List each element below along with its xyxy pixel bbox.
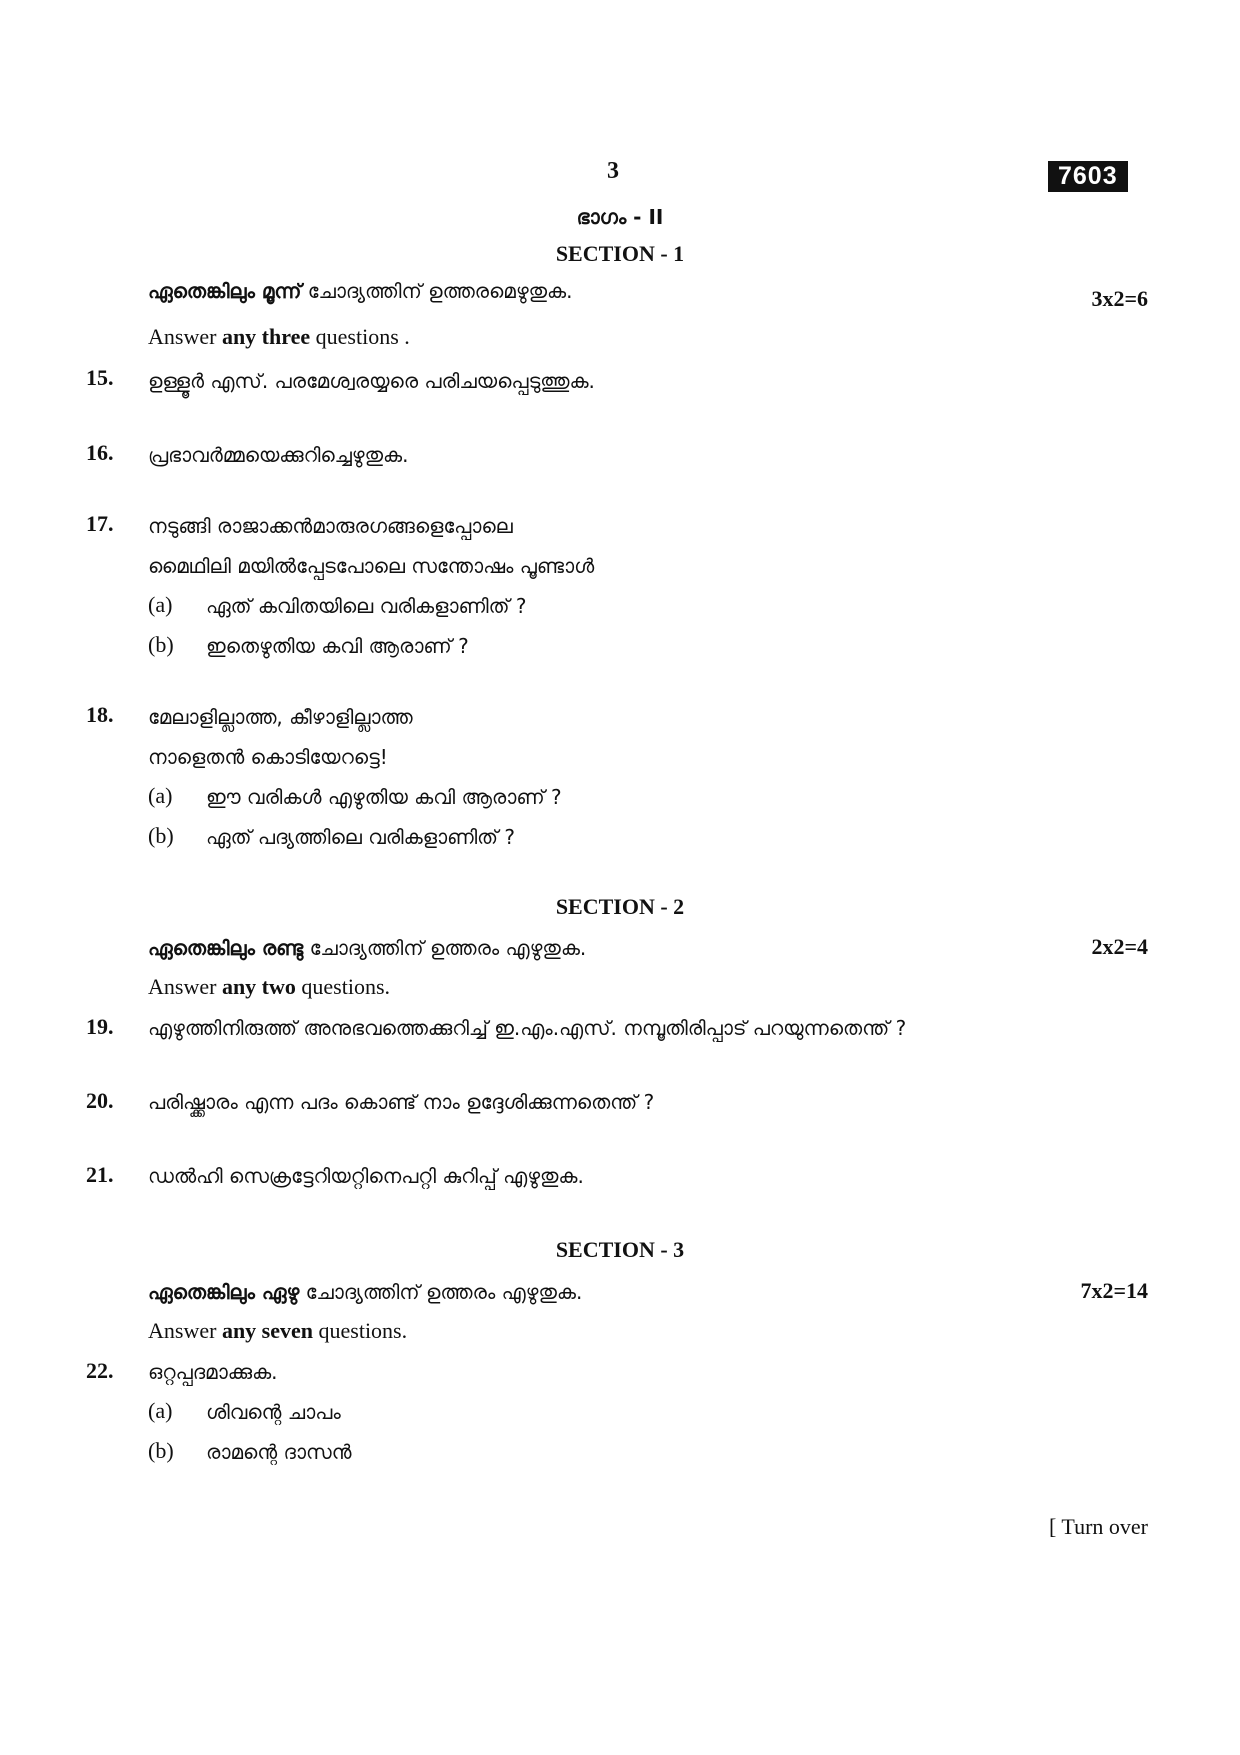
question-22-b-label: (b)	[148, 1438, 174, 1463]
question-17-number: 17.	[86, 511, 114, 536]
question-16-text: പ്രഭാവർമ്മയെക്കുറിച്ചെഴുതുക.	[148, 443, 409, 467]
section-1-title: SECTION - 1	[555, 241, 685, 266]
question-15-text: ഉള്ളൂർ എസ്. പരമേശ്വരയ്യരെ പരിചയപ്പെടുത്തുക.	[148, 369, 595, 393]
question-18-b-text: ഏത് പദ്യത്തിലെ വരികളാണിത് ?	[206, 825, 516, 849]
section-1-instruction-ml	[148, 279, 573, 303]
section-1-instruction-en	[148, 324, 410, 350]
question-18-b-label: (b)	[148, 823, 174, 848]
instruction-text: ചോദ്യത്തിന് ഉത്തരമെഴുതുക.	[301, 279, 573, 303]
question-19-text: എഴുത്തിനിരുത്ത് അനുഭവത്തെക്കുറിച്ച് ഇ.എം.എസ്. നമ്പൂതിരിപ്പാട് പറയുന്നതെന്ത് ?	[148, 1016, 907, 1040]
instruction-text: ചോദ്യത്തിന് ഉത്തരം എഴുതുക.	[303, 936, 587, 960]
question-20-number: 20.	[86, 1088, 114, 1113]
question-17-verse-line-2: മൈഥിലി മയിൽപ്പേടപോലെ സന്തോഷം പൂണ്ടാൾ	[148, 554, 595, 578]
section-3-instruction-en	[148, 1318, 407, 1344]
instruction-emphasis: any seven	[221, 1318, 313, 1343]
section-3-marks: 7x2=14	[1080, 1278, 1148, 1303]
question-22-number: 22.	[86, 1358, 114, 1383]
section-3-title: SECTION - 3	[555, 1237, 685, 1262]
question-18-number: 18.	[86, 702, 114, 727]
question-19-number: 19.	[86, 1014, 114, 1039]
question-20-text: പരിഷ്ക്കാരം എന്ന പദം കൊണ്ട് നാം ഉദ്ദേശിക്കുന്നതെന്ത് ?	[148, 1090, 655, 1114]
question-17-a-text: ഏത് കവിതയിലെ വരികളാണിത് ?	[206, 594, 527, 618]
question-22-b-text: രാമന്റെ ദാസൻ	[206, 1440, 352, 1464]
instruction-text: questions .	[310, 324, 410, 349]
page-number: 3	[607, 158, 619, 184]
part-heading: ഭാഗം - II	[576, 205, 664, 229]
instruction-text: Answer	[148, 974, 222, 999]
question-22-text: ഒറ്റപ്പദമാക്കുക.	[148, 1360, 278, 1384]
question-18-verse-line-1: മേലാളില്ലാത്ത, കീഴാളില്ലാത്ത	[148, 705, 413, 729]
instruction-text: ചോദ്യത്തിന് ഉത്തരം എഴുതുക.	[299, 1280, 583, 1304]
section-2-instruction-en	[148, 974, 390, 1000]
section-2-marks: 2x2=4	[1091, 934, 1148, 959]
section-2-instruction-ml	[148, 936, 586, 960]
question-17-b-text: ഇതെഴുതിയ കവി ആരാണ് ?	[206, 634, 469, 658]
section-3-instruction-ml	[148, 1280, 582, 1304]
question-17-verse-line-1: നടുങ്ങി രാജാക്കൻമാരുരഗങ്ങളെപ്പോലെ	[148, 514, 513, 538]
question-17-a-label: (a)	[148, 592, 173, 617]
question-17-b-label: (b)	[148, 632, 174, 657]
section-2-title: SECTION - 2	[555, 894, 685, 919]
turn-over-note: [ Turn over	[1048, 1514, 1148, 1539]
instruction-emphasis: ഏതെങ്കിലും രണ്ടു	[148, 936, 304, 960]
question-21-number: 21.	[86, 1162, 114, 1187]
question-22-a-text: ശിവന്റെ ചാപം	[206, 1400, 341, 1424]
paper-code-badge: 7603	[1048, 161, 1128, 192]
instruction-text: Answer	[148, 324, 222, 349]
question-21-text: ഡൽഹി സെക്രട്ടേറിയറ്റിനെപറ്റി കുറിപ്പ് എഴുതുക.	[148, 1164, 584, 1188]
instruction-text: Answer	[148, 1318, 222, 1343]
instruction-emphasis: any two	[221, 974, 296, 999]
question-18-verse-line-2: നാളെതൻ കൊടിയേറട്ടെ!	[148, 745, 388, 769]
question-16-number: 16.	[86, 440, 114, 465]
instruction-emphasis: ഏതെങ്കിലും മൂന്ന്	[148, 279, 302, 303]
instruction-text: questions.	[313, 1318, 408, 1343]
question-18-a-label: (a)	[148, 783, 173, 808]
section-1-marks: 3x2=6	[1091, 286, 1148, 311]
question-15-number: 15.	[86, 365, 114, 390]
instruction-emphasis: ഏതെങ്കിലും ഏഴു	[148, 1280, 300, 1304]
question-22-a-label: (a)	[148, 1398, 173, 1423]
instruction-emphasis: any three	[221, 324, 311, 349]
instruction-text: questions.	[295, 974, 391, 999]
question-18-a-text: ഈ വരികൾ എഴുതിയ കവി ആരാണ് ?	[206, 785, 562, 809]
